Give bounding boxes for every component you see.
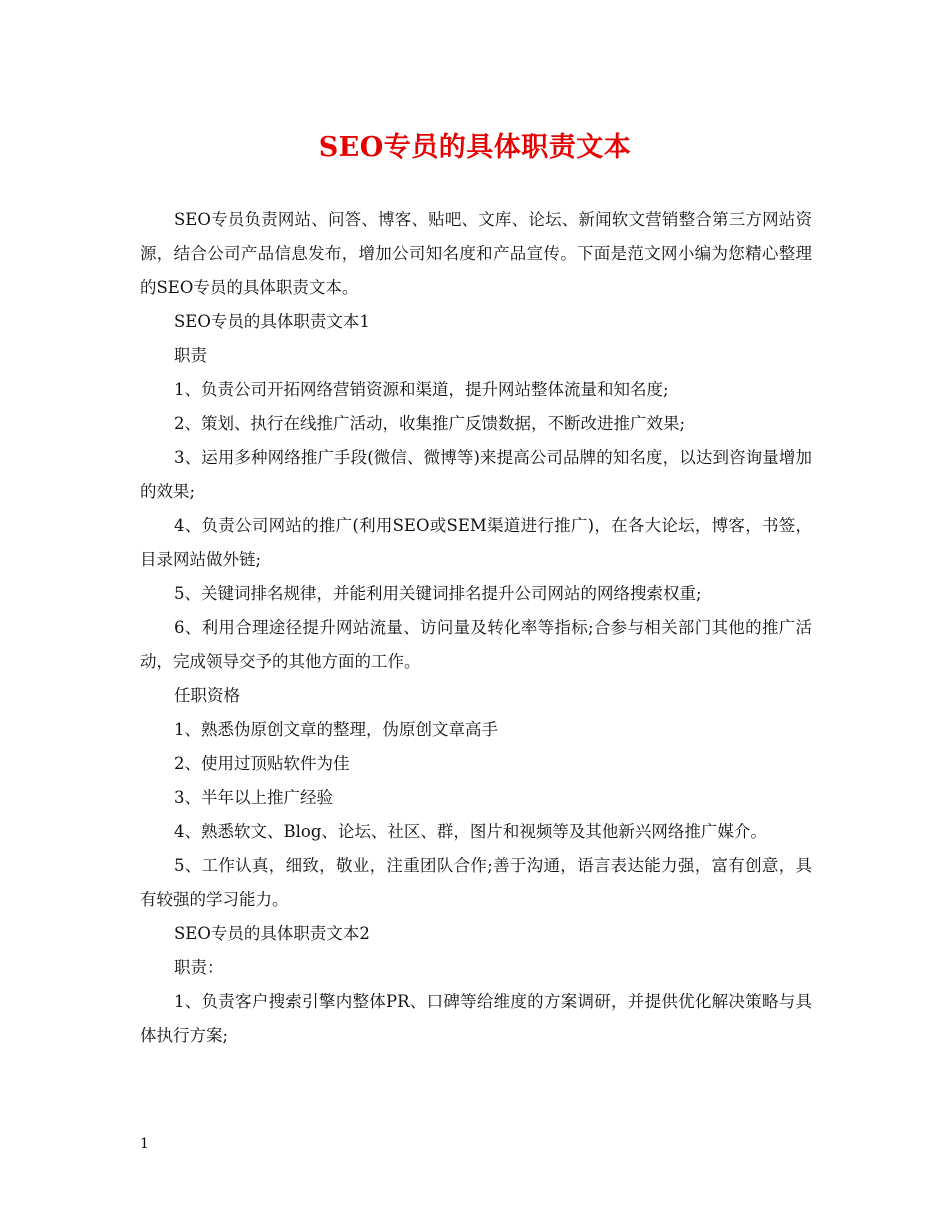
duty2-item-1: 1、负责客户搜索引擎内整体PR、口碑等给维度的方案调研，并提供优化解决策略与具体执行方案; [140, 992, 812, 1045]
qualification-item-4: 4、熟悉软文、Blog、论坛、社区、群，图片和视频等及其他新兴网络推广媒介。 [174, 822, 767, 841]
section-heading-1: SEO专员的具体职责文本1 [174, 312, 370, 331]
duty-item-2: 2、策划、执行在线推广活动，收集推广反馈数据，不断改进推广效果; [174, 414, 686, 433]
subheading-qualifications: 任职资格 [174, 686, 240, 705]
section-heading-2: SEO专员的具体职责文本2 [174, 924, 370, 943]
subheading-duties: 职责 [174, 346, 207, 365]
duty-item-5: 5、关键词排名规律，并能利用关键词排名提升公司网站的网络搜索权重; [174, 584, 702, 603]
intro-paragraph: SEO专员负责网站、问答、博客、贴吧、文库、论坛、新闻软文营销整合第三方网站资源，结合公司产品信息发布，增加公司知名度和产品宣传。下面是范文网小编为您精心整理的SEO专员的具体职责文本。 [140, 210, 812, 297]
duty-item-4: 4、负责公司网站的推广(利用SEO或SEM渠道进行推广)，在各大论坛，博客，书签，目录网站做外链; [140, 516, 812, 569]
qualification-item-3: 3、半年以上推广经验 [174, 788, 333, 807]
duty-item-6: 6、利用合理途径提升网站流量、访问量及转化率等指标;合参与相关部门其他的推广活动，完成领导交予的其他方面的工作。 [140, 618, 812, 671]
duty-item-3: 3、运用多种网络推广手段(微信、微博等)来提高公司品牌的知名度，以达到咨询量增加的效果; [140, 448, 812, 501]
qualification-item-2: 2、使用过顶贴软件为佳 [174, 754, 350, 773]
document-body [140, 203, 812, 1053]
duty-item-1: 1、负责公司开拓网络营销资源和渠道，提升网站整体流量和知名度; [174, 380, 669, 399]
qualification-item-5: 5、工作认真，细致，敬业，注重团队合作;善于沟通，语言表达能力强，富有创意，具有较强的学习能力。 [140, 856, 812, 909]
document-title: SEO专员的具体职责文本 [318, 132, 632, 163]
page-number: 1 [140, 1136, 149, 1152]
qualification-item-1: 1、熟悉伪原创文章的整理，伪原创文章高手 [174, 720, 498, 739]
subheading-duties-2: 职责： [174, 958, 224, 977]
